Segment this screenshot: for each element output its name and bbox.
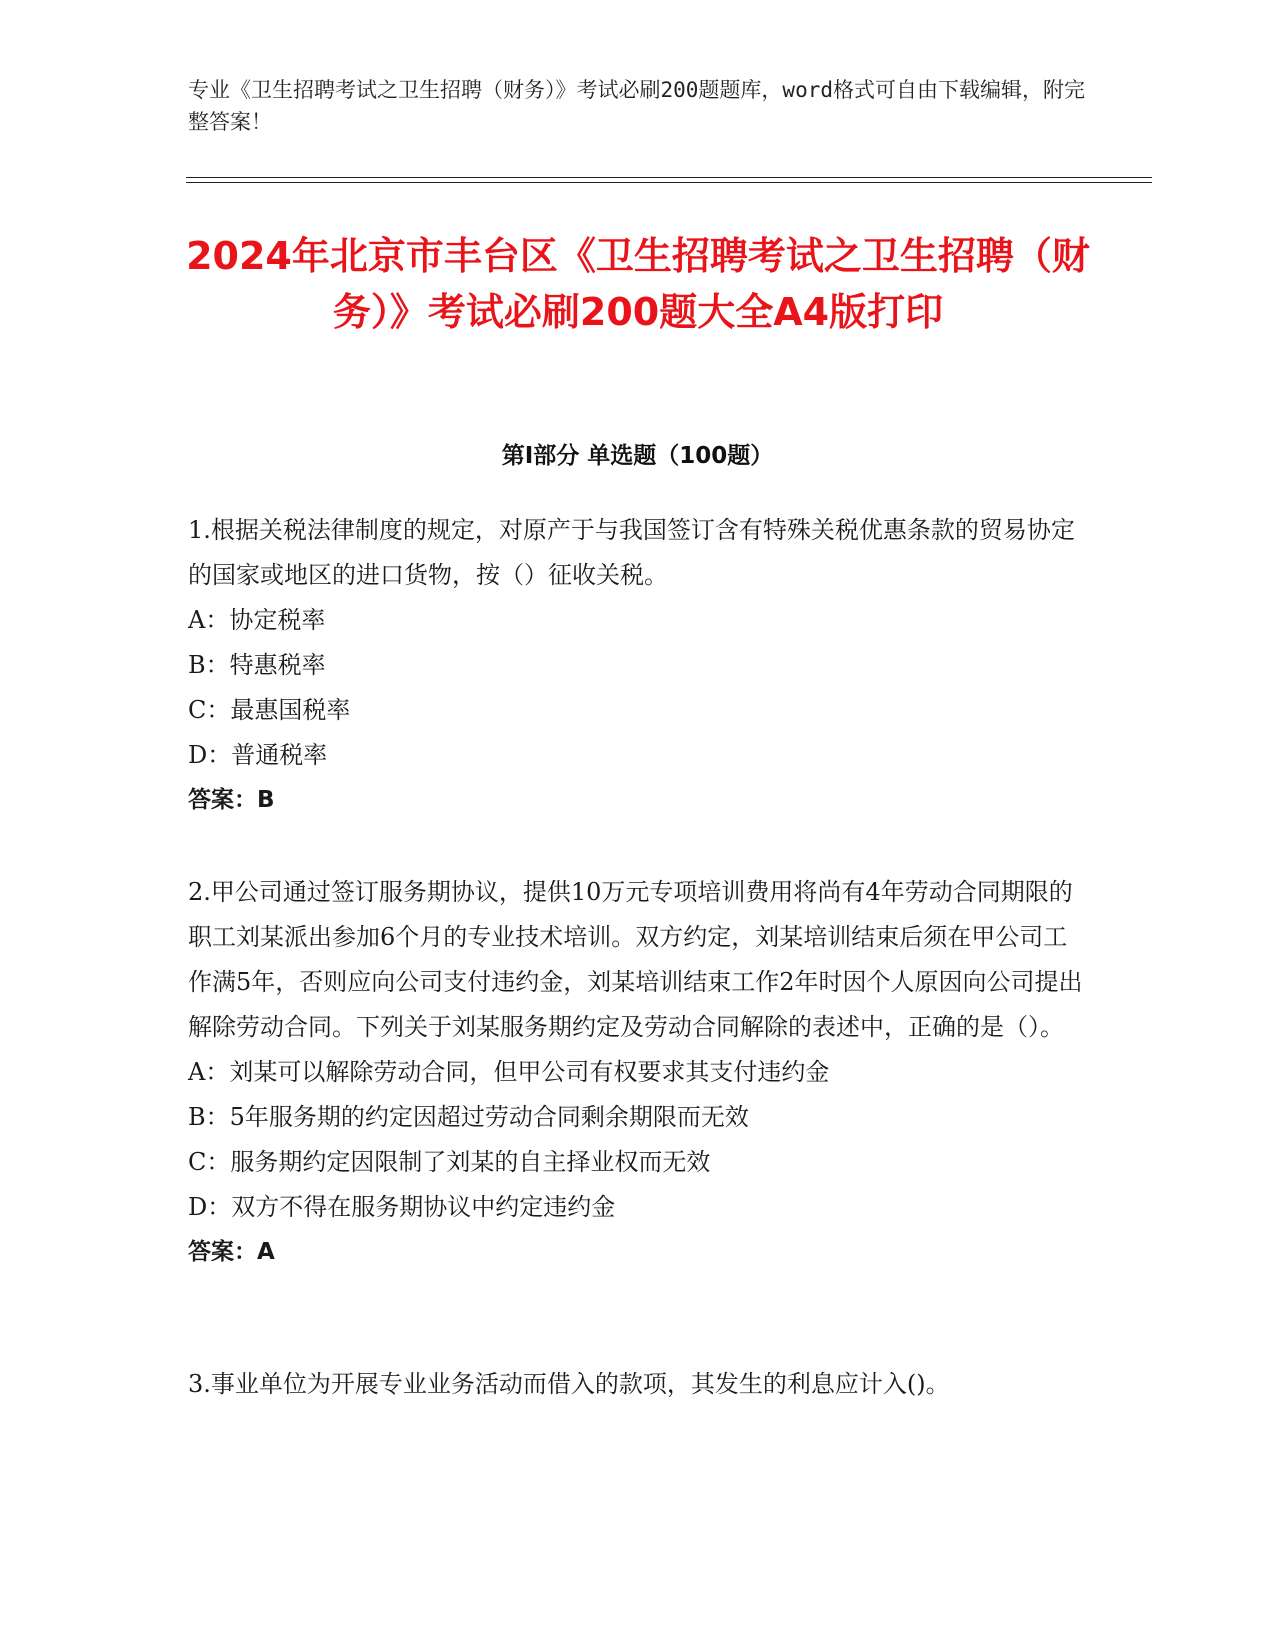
option-a: A：刘某可以解除劳动合同，但甲公司有权要求其支付违约金 bbox=[188, 1058, 830, 1086]
question-stem: 3.事业单位为开展专业业务活动而借入的款项，其发生的利息应计入()。 bbox=[188, 1370, 950, 1398]
option-c: C：最惠国税率 bbox=[188, 696, 351, 724]
option-d: D：双方不得在服务期协议中约定违约金 bbox=[188, 1193, 616, 1221]
question-stem: 2.甲公司通过签订服务期协议，提供10万元专项培训费用将尚有4年劳动合同期限的职工刘某派出参加6个月的专业技术培训。双方约定，刘某培训结束后须在甲公司工作满5年，否则应向公司支付违约金，刘某培训结束工作2年时因个人原因向公司提出解除劳动合同。下列关于刘某服务期约定及劳动合同解除的表述中，正确的是（）。 bbox=[188, 878, 1083, 1041]
option-c: C：服务期约定因限制了刘某的自主择业权而无效 bbox=[188, 1148, 711, 1176]
question-3 bbox=[188, 1362, 1088, 1407]
document-title: 2024年北京市丰台区《卫生招聘考试之卫生招聘（财务）》考试必刷200题大全A4版打印 bbox=[186, 234, 1090, 334]
option-b: B：特惠税率 bbox=[188, 651, 326, 679]
option-a: A：协定税率 bbox=[188, 606, 326, 634]
question-1 bbox=[188, 508, 1088, 823]
answer: 答案：B bbox=[188, 787, 275, 813]
header-note: 专业《卫生招聘考试之卫生招聘（财务）》考试必刷200题题库，word格式可自由下载编辑，附完整答案！ bbox=[188, 78, 1085, 134]
question-2 bbox=[188, 870, 1088, 1275]
option-d: D：普通税率 bbox=[188, 741, 328, 769]
section-title: 第Ⅰ部分 单选题（100题） bbox=[501, 443, 774, 469]
answer: 答案：A bbox=[188, 1239, 275, 1265]
header-divider-top bbox=[186, 177, 1152, 178]
option-b: B：5年服务期的约定因超过劳动合同剩余期限而无效 bbox=[188, 1103, 749, 1131]
question-stem: 1.根据关税法律制度的规定，对原产于与我国签订含有特殊关税优惠条款的贸易协定的国家或地区的进口货物，按（）征收关税。 bbox=[188, 516, 1075, 589]
header-divider-bottom bbox=[186, 182, 1152, 183]
